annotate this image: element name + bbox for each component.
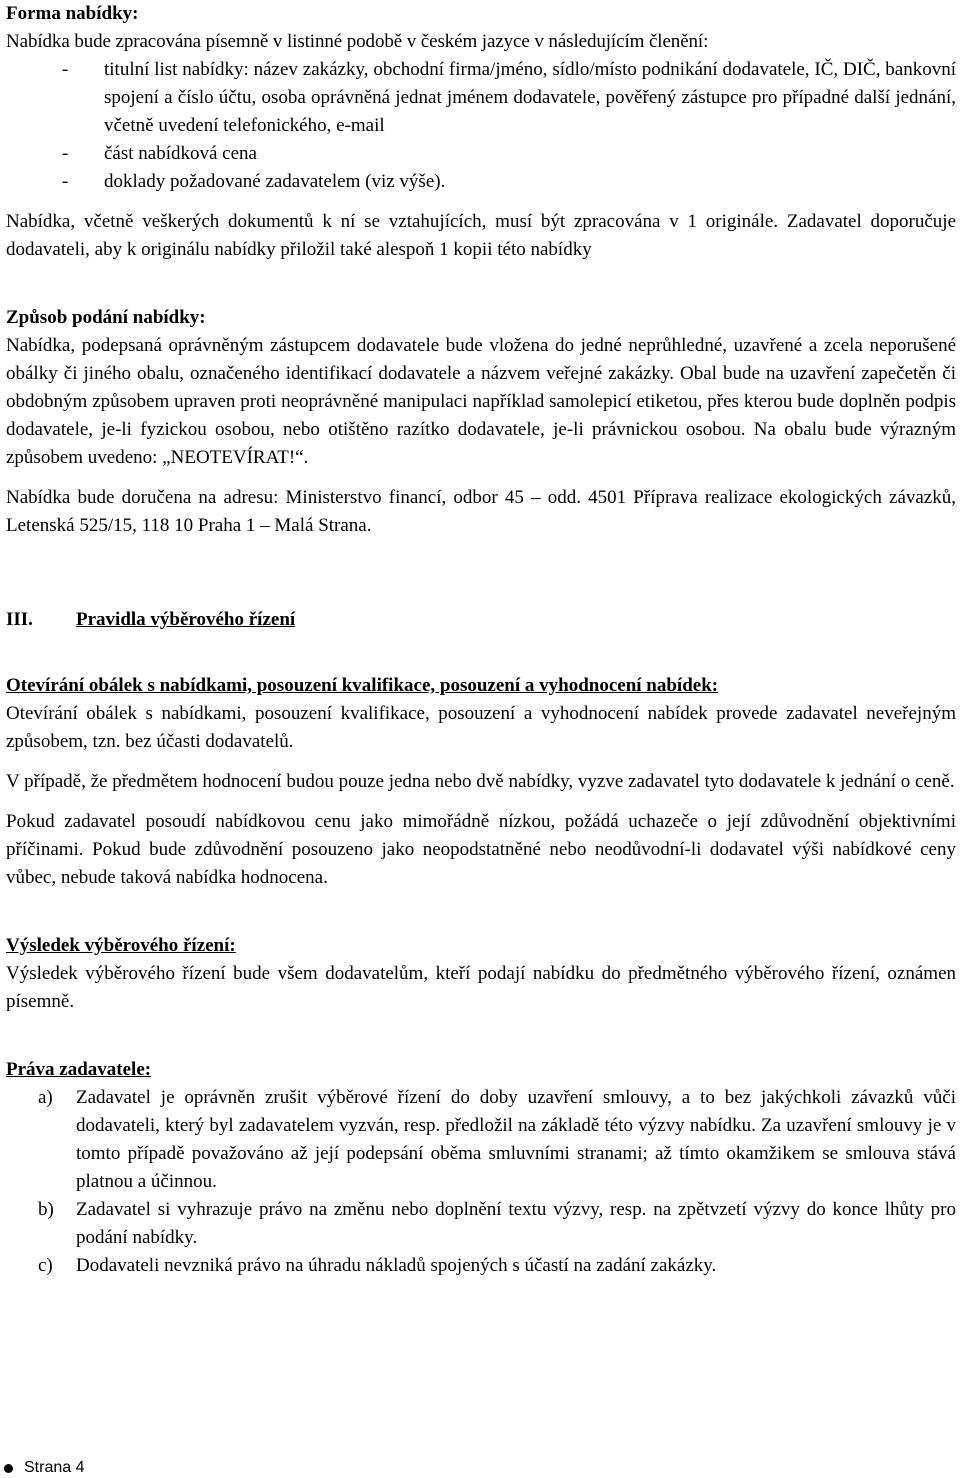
otevirani-heading: Otevírání obálek s nabídkami, posouzení kvalifikace, posouzení a vyhodnocení nabídek: xyxy=(6,675,719,696)
zpusob-address: Nabídka bude doručena na adresu: Ministerstvo financí, odbor 45 – odd. 4501 Příprava realizace ekologických závazků, Letenská 525/15, 118 10 Praha 1 – Malá Strana. xyxy=(6,487,956,536)
prava-list-item xyxy=(38,1252,956,1280)
list-marker: c) xyxy=(38,1255,53,1276)
prava-list-item xyxy=(38,1084,956,1196)
list-text: Dodavateli nevzniká právo na úhradu nákladů spojených s účastí na zadání zakázky. xyxy=(76,1255,717,1276)
prava-list xyxy=(6,1084,956,1280)
forma-list-item: - doklady požadované zadavatelem (viz výše). xyxy=(104,168,956,196)
list-marker: a) xyxy=(38,1087,53,1108)
forma-paragraph: Nabídka, včetně veškerých dokumentů k ní se vztahujících, musí být zpracována v 1 originále. Zadavatel doporučuje dodavateli, aby k originálu nabídky přiložil také alespoň 1 kopii této nabídky xyxy=(6,211,956,260)
vysledek-paragraph: Výsledek výběrového řízení bude všem dodavatelům, kteří podají nabídku do předmětného výběrového řízení, oznámen písemně. xyxy=(6,963,956,1012)
forma-list-item: - část nabídková cena xyxy=(104,140,956,168)
prava-list-item xyxy=(38,1196,956,1252)
list-text: Zadavatel si vyhrazuje právo na změnu nebo doplnění textu výzvy, resp. na zpětvzetí výzvy do konce lhůty pro podání nabídky. xyxy=(76,1199,956,1248)
prava-heading: Práva zadavatele: xyxy=(6,1059,152,1080)
vysledek-heading: Výsledek výběrového řízení: xyxy=(6,935,236,956)
zpusob-heading: Způsob podání nabídky: xyxy=(6,307,206,328)
page-footer xyxy=(4,1458,84,1478)
forma-list xyxy=(6,56,956,196)
section-title: Pravidla výběrového řízení xyxy=(76,609,296,630)
list-marker: b) xyxy=(38,1199,54,1220)
forma-list-item: - titulní list nabídky: název zakázky, obchodní firma/jméno, sídlo/místo podnikání dodavatele, IČ, DIČ, bankovní spojení a číslo účtu, osoba oprávněná jednat jménem dodavatele, pověřený zástupce pro případné další jednání, včetně uvedení telefonického, e-mail xyxy=(104,56,956,140)
document-page xyxy=(6,0,956,1280)
list-text: Zadavatel je oprávněn zrušit výběrové řízení do doby uzavření smlouvy, a to bez jakýchkoli závazků vůči dodavateli, který byl zadavatelem vyzván, resp. předložil na základě této výzvy nabídku. Za uzavření smlouvy je v tomto případě považováno až její podepsání oběma smluvními stranami; až tímto okamžikem se smlouva stává platnou a účinnou. xyxy=(76,1087,956,1192)
forma-intro: Nabídka bude zpracována písemně v listinné podobě v českém jazyce v následujícím členění: xyxy=(6,31,709,52)
page-number: Strana 4 xyxy=(24,1459,85,1476)
otevirani-paragraph: Pokud zadavatel posoudí nabídkovou cenu jako mimořádně nízkou, požádá uchazeče o její zdůvodnění objektivními příčinami. Pokud bude zdůvodnění posouzeno jako neopodstatněné nebo neodůvodní-li dodavatel výši nabídkové ceny vůbec, nebude taková nabídka hodnocena. xyxy=(6,811,956,888)
forma-heading: Forma nabídky: xyxy=(6,3,139,24)
bullet-icon xyxy=(4,1464,13,1473)
zpusob-paragraph: Nabídka, podepsaná oprávněným zástupcem dodavatele bude vložena do jedné neprůhledné, uzavřené a zcela neporušené obálky či jiného obalu, označeného identifikací dodavatele a názvem veřejné zakázky. Obal bude na uzavření zapečetěn či obdobným způsobem upraven proti neoprávněné manipulaci například samolepicí etiketou, přes kterou bude doplněn podpis dodavatele, je-li fyzickou osobou, nebo otištěno razítko dodavatele, je-li právnickou osobou. Na obalu bude výrazným způsobem uvedeno: „NEOTEVÍRAT!“. xyxy=(6,335,956,468)
section-heading xyxy=(6,606,956,634)
otevirani-paragraph: Otevírání obálek s nabídkami, posouzení kvalifikace, posouzení a vyhodnocení nabídek provede zadavatel neveřejným způsobem, tzn. bez účasti dodavatelů. xyxy=(6,703,956,752)
section-number: III. xyxy=(6,609,33,630)
otevirani-paragraph: V případě, že předmětem hodnocení budou pouze jedna nebo dvě nabídky, vyzve zadavatel tyto dodavatele k jednání o ceně. xyxy=(6,771,955,792)
